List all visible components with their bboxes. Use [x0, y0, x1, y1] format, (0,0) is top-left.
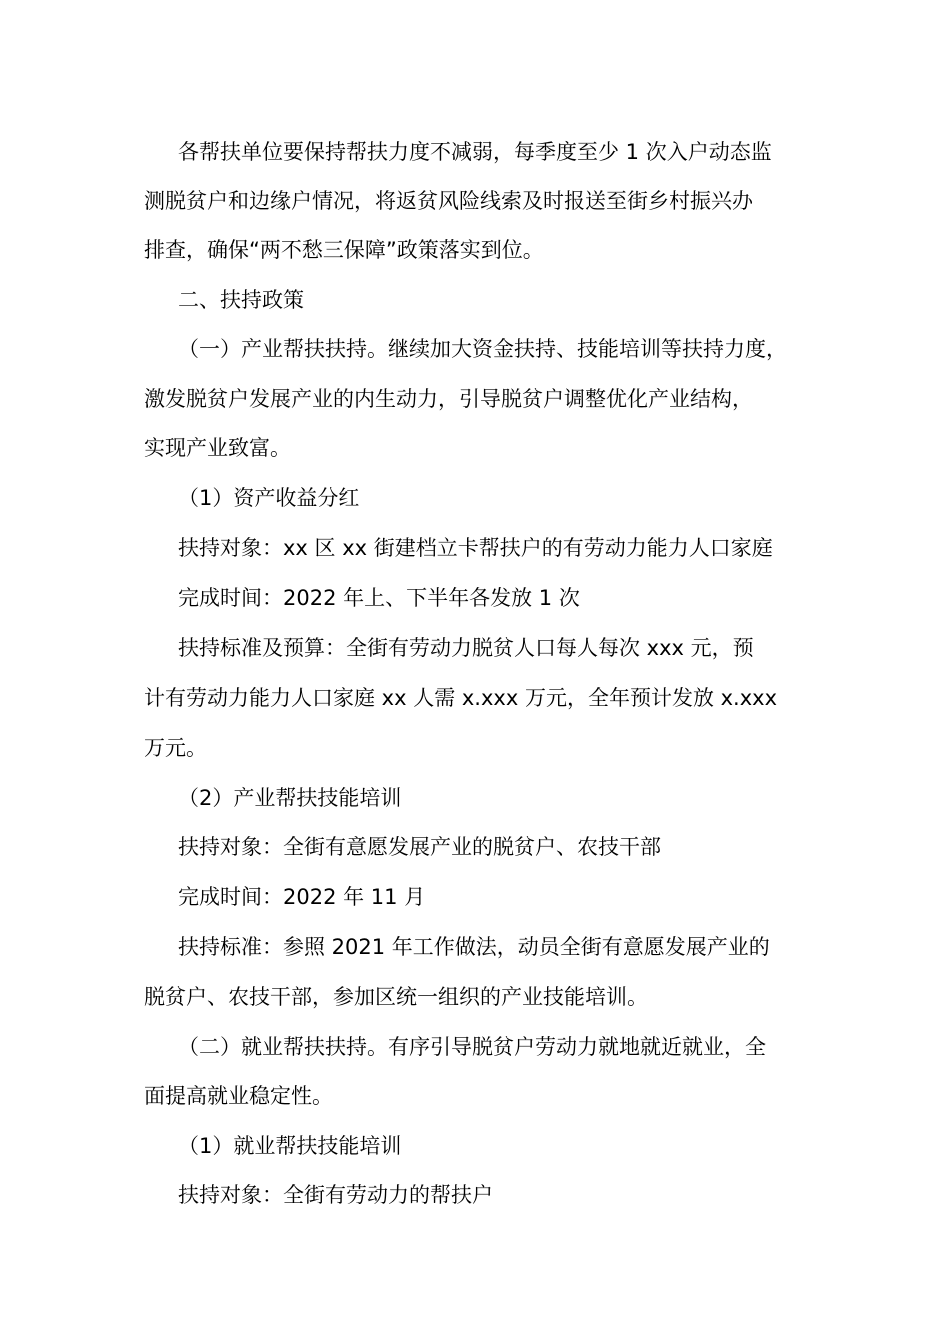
paragraph-line: 扶持对象：xx 区 xx 街建档立卡帮扶户的有劳动力能力人口家庭 — [178, 536, 773, 560]
paragraph-line: 各帮扶单位要保持帮扶力度不减弱，每季度至少 1 次入户动态监 — [178, 140, 772, 164]
subsection-heading: （1）就业帮扶技能培训 — [178, 1134, 402, 1158]
paragraph-line: 扶持对象：全街有意愿发展产业的脱贫户、农技干部 — [178, 835, 661, 859]
paragraph-line: 脱贫户、农技干部，参加区统一组织的产业技能培训。 — [144, 985, 648, 1009]
paragraph-line: 万元。 — [144, 736, 207, 760]
paragraph-line: 完成时间：2022 年上、下半年各发放 1 次 — [178, 586, 580, 610]
paragraph-line: 扶持标准及预算：全街有劳动力脱贫人口每人每次 xxx 元，预 — [178, 636, 754, 660]
paragraph-line: 激发脱贫户发展产业的内生动力，引导脱贫户调整优化产业结构， — [144, 387, 753, 411]
paragraph-line: 扶持标准：参照 2021 年工作做法，动员全街有意愿发展产业的 — [178, 935, 770, 959]
paragraph-line: 计有劳动力能力人口家庭 xx 人需 x.xxx 万元，全年预计发放 x.xxx — [144, 686, 778, 710]
subsection-heading: （2）产业帮扶技能培训 — [178, 786, 402, 810]
paragraph-line: 扶持对象：全街有劳动力的帮扶户 — [178, 1183, 493, 1207]
paragraph-line: 面提高就业稳定性。 — [144, 1084, 333, 1108]
paragraph-line: （一）产业帮扶扶持。继续加大资金扶持、技能培训等扶持力度， — [178, 337, 787, 361]
subsection-heading: （1）资产收益分红 — [178, 486, 360, 510]
paragraph-line: 测脱贫户和边缘户情况，将返贫风险线索及时报送至街乡村振兴办 — [144, 189, 753, 213]
paragraph-line: 完成时间：2022 年 11 月 — [178, 885, 426, 909]
section-heading: 二、扶持政策 — [178, 288, 304, 312]
paragraph-line: 排查，确保“两不愁三保障”政策落实到位。 — [144, 238, 544, 262]
paragraph-line: （二）就业帮扶扶持。有序引导脱贫户劳动力就地就近就业，全 — [178, 1035, 766, 1059]
paragraph-line: 实现产业致富。 — [144, 436, 291, 460]
